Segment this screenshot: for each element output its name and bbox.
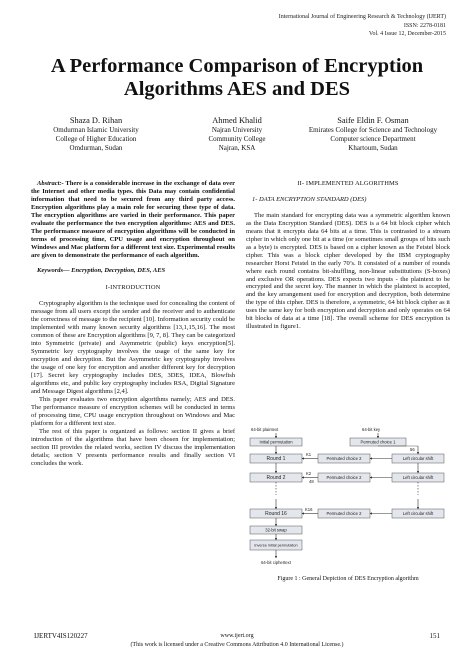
left-shift-label-1: Left circular shift [402, 456, 434, 461]
subsection-heading-des: 1- DATA ENCRYPTION STANDARD (DES) [252, 195, 367, 203]
author-affiliation: Najran University [211, 126, 263, 134]
permuted-choice-2-label-2: Permuted choice 2 [326, 475, 362, 480]
key-label: 64-bit key [362, 427, 381, 432]
intro-paragraph-1: Cryptography algorithm is the technique used for concealing the content of message from all users except the sender and the receiver and to authenticate the correctness of message to the recipient [10]. Information security could be implemented with many known security algorithms [13,1,15,16]. The most common of these are Encryption algorithms [9, 7, 8]. They can be categorized into Symmetric (private) and Asymmetric (public) keys encryption[5]. Symmetric key cryptography involves the usage of the same key for encryption and decryption. But the Asymmetric key cryptography involves the usage of one key for encryption and another different key for decryption [17]. Secret key cryptography includes DES, 3DES, IDEA, Blowfish algorithms etc, and public key cryptography includes RSA, Digital Signature and Message Digest algorithms [2,4]. [31, 300, 235, 395]
plaintext-label: 64-bit plaintext [251, 427, 279, 432]
journal-issn: ISSN: 2278-0181 [403, 22, 446, 29]
k1-label: K1 [306, 452, 312, 457]
round-16-label: Round 16 [265, 511, 287, 517]
swap-label: 32-bit swap [265, 527, 287, 533]
figure-caption: Figure 1 : General Depiction of DES Encryption algorithm [277, 576, 419, 582]
author-affiliation: College of Higher Education [55, 134, 137, 143]
author-block [26, 116, 448, 168]
permuted-choice-2-label-1: Permuted choice 2 [326, 456, 362, 461]
paper-id: IJERTV4IS120227 [34, 632, 88, 640]
page-number: 151 [429, 632, 440, 640]
author-location: Omdurman, Sudan [69, 143, 123, 152]
journal-name: International Journal of Engineering Research & Technology (IJERT) [278, 14, 446, 20]
abstract-text: There is a considerable increase in the exchange of data over the Internet and other media types. this Data may contain confidential information that need to be secured from any third party access. Encryption algorithms play a main role for securing these type of data. The encryption algorithms are varied in their performance. This paper evaluate the performance the two encryption algorithms: AES and DES. The performance measure of encryption algorithms will be conducted in terms of processing time, CPU usage and encryption throughout on Windows and Mac platform for a different text size. Experimental results are given to demonstrate the performance of each algorithm. [31, 180, 235, 259]
journal-header [206, 13, 446, 39]
left-column [31, 180, 235, 467]
k16-label: K16 [305, 507, 313, 512]
title-line-2: Algorithms AES and DES [123, 78, 351, 100]
round-2-label: Round 2 [266, 475, 286, 481]
ciphertext-label: 64-bit ciphertext [261, 560, 291, 565]
right-column [246, 180, 450, 331]
section-heading-implemented: II- IMPLEMENTED ALGORITHMS [297, 180, 399, 187]
journal-url[interactable]: www.ijert.org [220, 633, 254, 639]
initial-permutation-label: Initial permutation [259, 439, 293, 445]
journal-volume: Vol. 4 Issue 12, December-2015 [368, 31, 446, 38]
bits-56-label: 56 [410, 447, 415, 452]
title-line-1: A Performance Comparison of Encryption [50, 55, 424, 77]
keywords: Keywords— Encryption, Decryption, DES, AES [37, 266, 166, 274]
round-1-label: Round 1 [266, 456, 286, 462]
des-paragraph: The main standard for encrypting data was a symmetric algorithm known as the Data Encryption Standard (DES). DES is a 64 bit block cipher which means that it encrypts data 64 bits at a time. This is contrasted to a stream cipher in which only one bit at a time (or sometimes small groups of bits such as a byte) is encrypted. DES is based on a cipher known as the Feistel block cipher. This was a block cipher developed by the IBM cryptography researcher Horst Feistel in the early 70’s. It consisted of a number of rounds where each round contains bit-shuffling, non-linear substitutions (S-boxes) and exclusive OR operations. DES expects two inputs - the plaintext to be encrypted and the secret key. The manner in which the plaintext is accepted, and the key arrangement used for encryption and decryption, both determine the type of this cipher. DES is therefore, a symmetric, 64 bit block cipher as it uses the same key for both encryption and decryption and only operates on 64 bit blocks of data at a time [18]. The overall scheme for DES encryption is illustrated in figure1. [246, 211, 450, 331]
inverse-permutation-label: Inverse initial permutation [254, 543, 298, 548]
permuted-choice-1-label: Permuted choice 1 [360, 439, 396, 445]
intro-paragraph-2: This paper evaluates two encryption algorithms namely; AES and DES. The performance measure of encryption schemes will be conducted in terms of processing time, CPU usage encryption throughout on Windows and Mac platform for a different text size. [31, 395, 235, 427]
k2-label: K2 [306, 471, 312, 476]
author-1 [26, 116, 166, 152]
author-affiliation: Computer science Department [330, 134, 416, 143]
author-3 [296, 116, 450, 152]
author-name: Saife Eldin F. Osman [337, 116, 409, 125]
abstract [31, 180, 235, 260]
permuted-choice-2-label-3: Permuted choice 2 [326, 511, 362, 516]
left-shift-label-3: Left circular shift [402, 511, 434, 516]
des-diagram [246, 425, 450, 570]
author-affiliation: Omdurman Islamic University [53, 126, 139, 134]
page-footer [34, 633, 440, 659]
author-2 [171, 116, 303, 152]
author-name: Ahmed Khalid [212, 116, 262, 125]
intro-paragraph-3: The rest of this paper is organized as follows: section II gives a brief introduction of the algorithms that have been chosen for implementation; section III provides the related works, section IV discuss the implementation details; section V presents performance results and finally section VI concludes the work. [31, 427, 235, 467]
author-name: Shaza D. Rihan [69, 116, 123, 125]
author-affiliation: Emirates College for Science and Technology [308, 126, 438, 134]
abstract-lead: Abstract:- [37, 180, 64, 187]
bits-48-label: 48 [309, 479, 314, 484]
paper-title [20, 55, 454, 101]
left-shift-label-2: Left circular shift [402, 475, 434, 480]
author-location: Najran, KSA [218, 143, 256, 152]
author-affiliation: Community College [208, 134, 266, 143]
author-location: Khartoum, Sudan [348, 143, 398, 152]
section-heading-introduction: I-INTRODUCTION [105, 284, 161, 292]
license-note: (This work is licensed under a Creative Commons Attribution 4.0 International License.) [130, 642, 344, 648]
